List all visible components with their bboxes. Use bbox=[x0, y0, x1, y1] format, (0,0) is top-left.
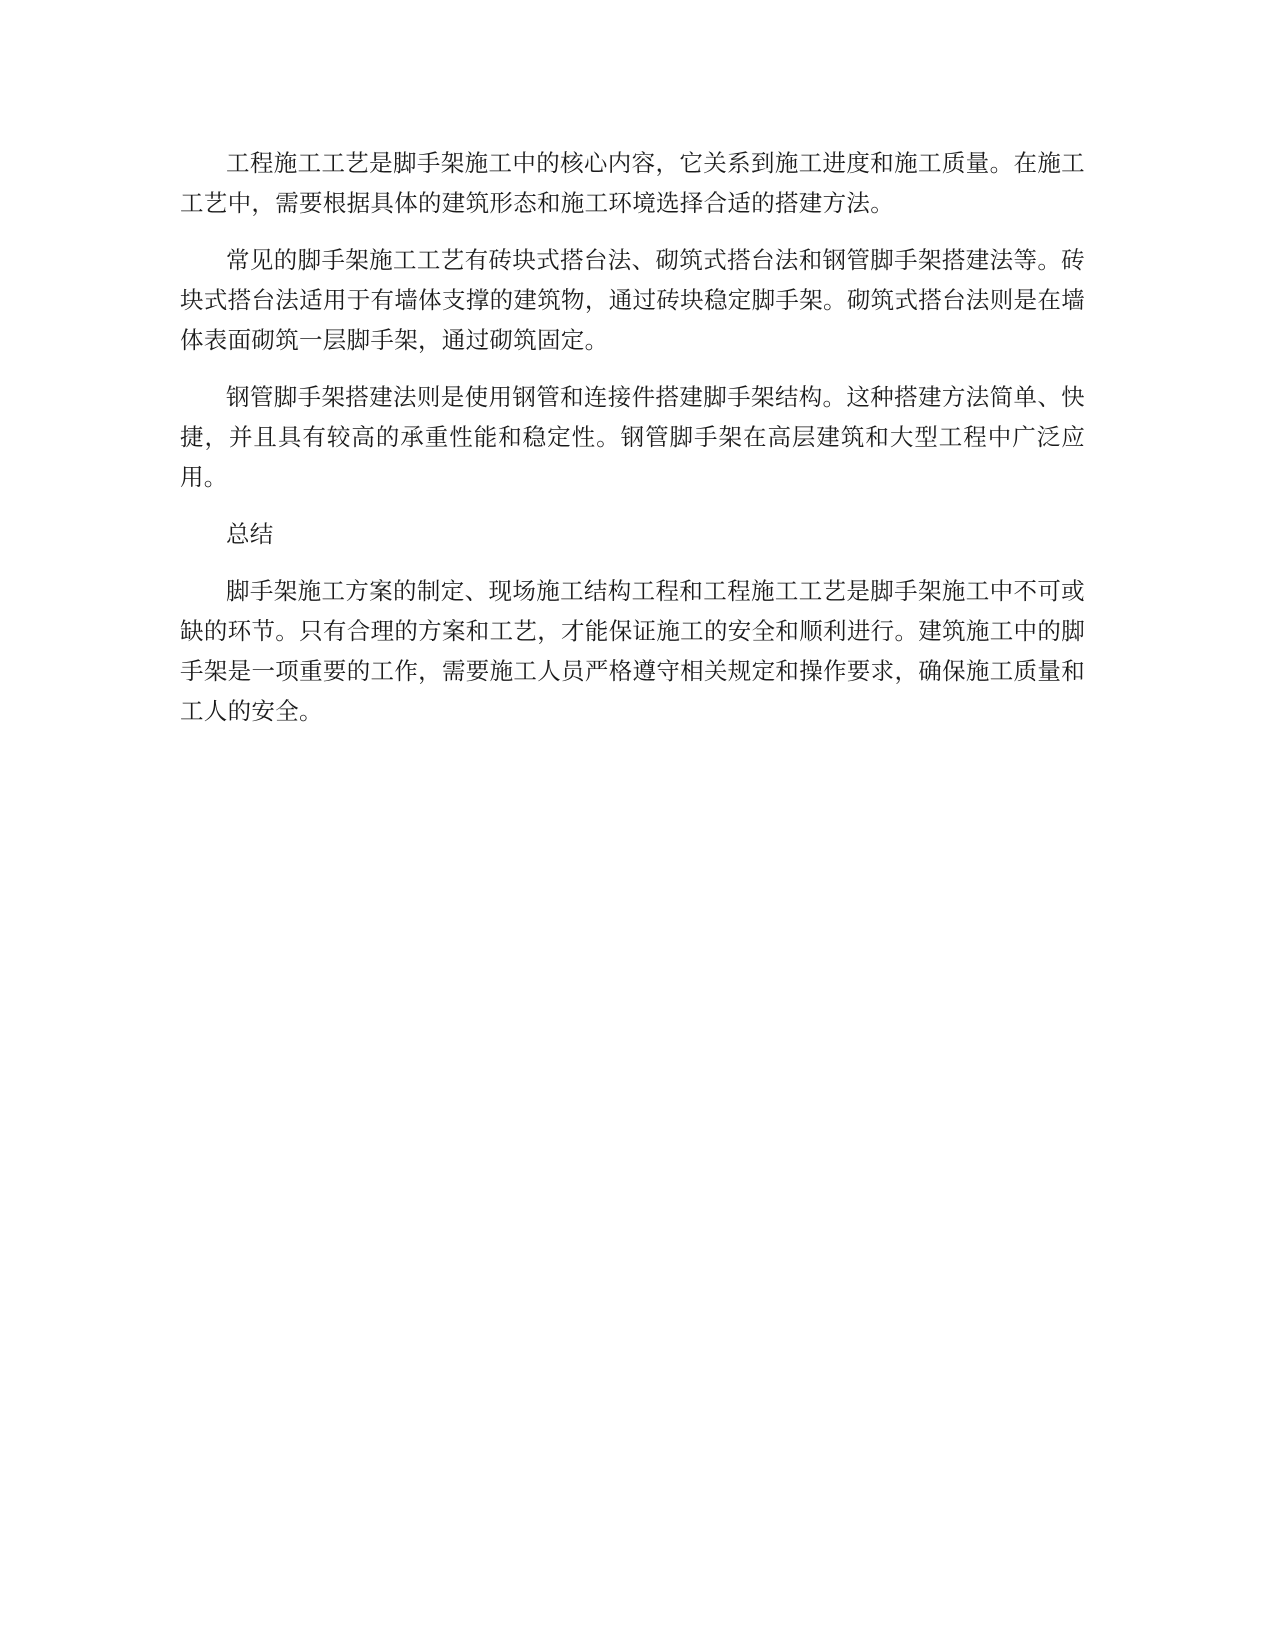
paragraph-steel-tube-method: 钢管脚手架搭建法则是使用钢管和连接件搭建脚手架结构。这种搭建方法简单、快捷，并且具有较高的承重性能和稳定性。钢管脚手架在高层建筑和大型工程中广泛应用。 bbox=[180, 383, 1085, 491]
paragraph-construction-process: 工程施工工艺是脚手架施工中的核心内容，它关系到施工进度和施工质量。在施工工艺中，需要根据具体的建筑形态和施工环境选择合适的搭建方法。 bbox=[180, 149, 1085, 217]
paragraph-common-methods: 常见的脚手架施工工艺有砖块式搭台法、砌筑式搭台法和钢管脚手架搭建法等。砖块式搭台法适用于有墙体支撑的建筑物，通过砖块稳定脚手架。砌筑式搭台法则是在墙体表面砌筑一层脚手架，通过砌筑固定。 bbox=[180, 246, 1085, 354]
document-page bbox=[180, 143, 1085, 748]
section-heading-summary: 总结 bbox=[226, 520, 274, 548]
paragraph-summary: 脚手架施工方案的制定、现场施工结构工程和工程施工工艺是脚手架施工中不可或缺的环节。只有合理的方案和工艺，才能保证施工的安全和顺利进行。建筑施工中的脚手架是一项重要的工作，需要施工人员严格遵守相关规定和操作要求，确保施工质量和工人的安全。 bbox=[180, 577, 1085, 725]
